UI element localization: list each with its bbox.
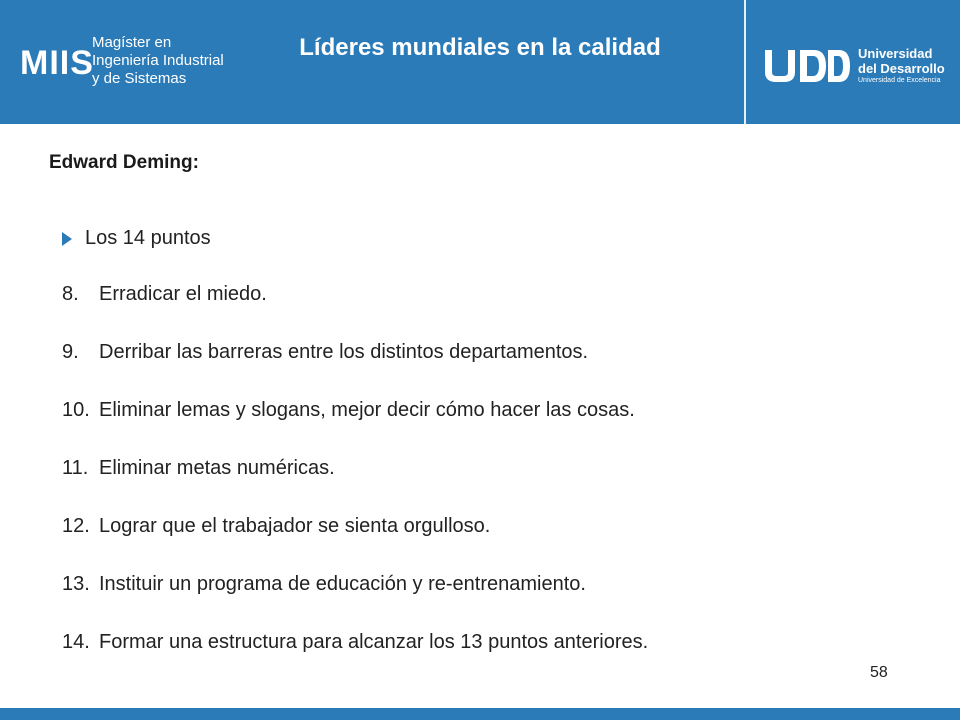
item-number: 14. [62, 631, 90, 653]
bullet-text: Los 14 puntos [85, 227, 211, 249]
header-divider [744, 0, 746, 124]
item-text: Lograr que el trabajador se sienta orgulloso. [99, 515, 491, 537]
udd-line3: Universidad de Excelencia [858, 77, 941, 84]
points-list [62, 283, 648, 689]
page-number: 58 [870, 664, 888, 681]
section-subtitle: Edward Deming: [49, 152, 199, 173]
miis-line3: y de Sistemas [92, 70, 187, 87]
item-number: 9. [62, 341, 79, 363]
item-text: Erradicar el miedo. [99, 283, 267, 305]
item-number: 13. [62, 573, 90, 595]
item-number: 11. [62, 457, 89, 479]
udd-line2: del Desarrollo [858, 61, 945, 76]
item-number: 8. [62, 283, 79, 305]
item-number: 10. [62, 399, 90, 421]
udd-mark-icon [762, 46, 852, 86]
list-item [62, 283, 648, 341]
header-bar [0, 0, 960, 124]
list-item [62, 399, 648, 457]
udd-text [858, 46, 945, 86]
miis-line1: Magíster en [92, 34, 172, 51]
list-item [62, 457, 648, 515]
list-item [62, 631, 648, 689]
item-text: Formar una estructura para alcanzar los 13 puntos anteriores. [99, 631, 649, 653]
item-text: Instituir un programa de educación y re-entrenamiento. [99, 573, 586, 595]
item-number: 12. [62, 515, 90, 537]
list-item [62, 341, 648, 399]
item-text: Eliminar lemas y slogans, mejor decir cómo hacer las cosas. [99, 399, 635, 421]
item-text: Eliminar metas numéricas. [99, 457, 335, 479]
footer-bar [0, 708, 960, 720]
list-item [62, 515, 648, 573]
miis-abbr: MIIS [20, 44, 94, 82]
miis-line2: Ingeniería Industrial [92, 52, 224, 69]
miis-text [92, 34, 224, 88]
bullet-heading [62, 227, 211, 250]
udd-line1: Universidad [858, 46, 933, 61]
triangle-bullet-icon [62, 232, 72, 246]
slide-title: Líderes mundiales en la calidad [299, 34, 661, 61]
item-text: Derribar las barreras entre los distintos departamentos. [99, 341, 589, 363]
list-item [62, 573, 648, 631]
